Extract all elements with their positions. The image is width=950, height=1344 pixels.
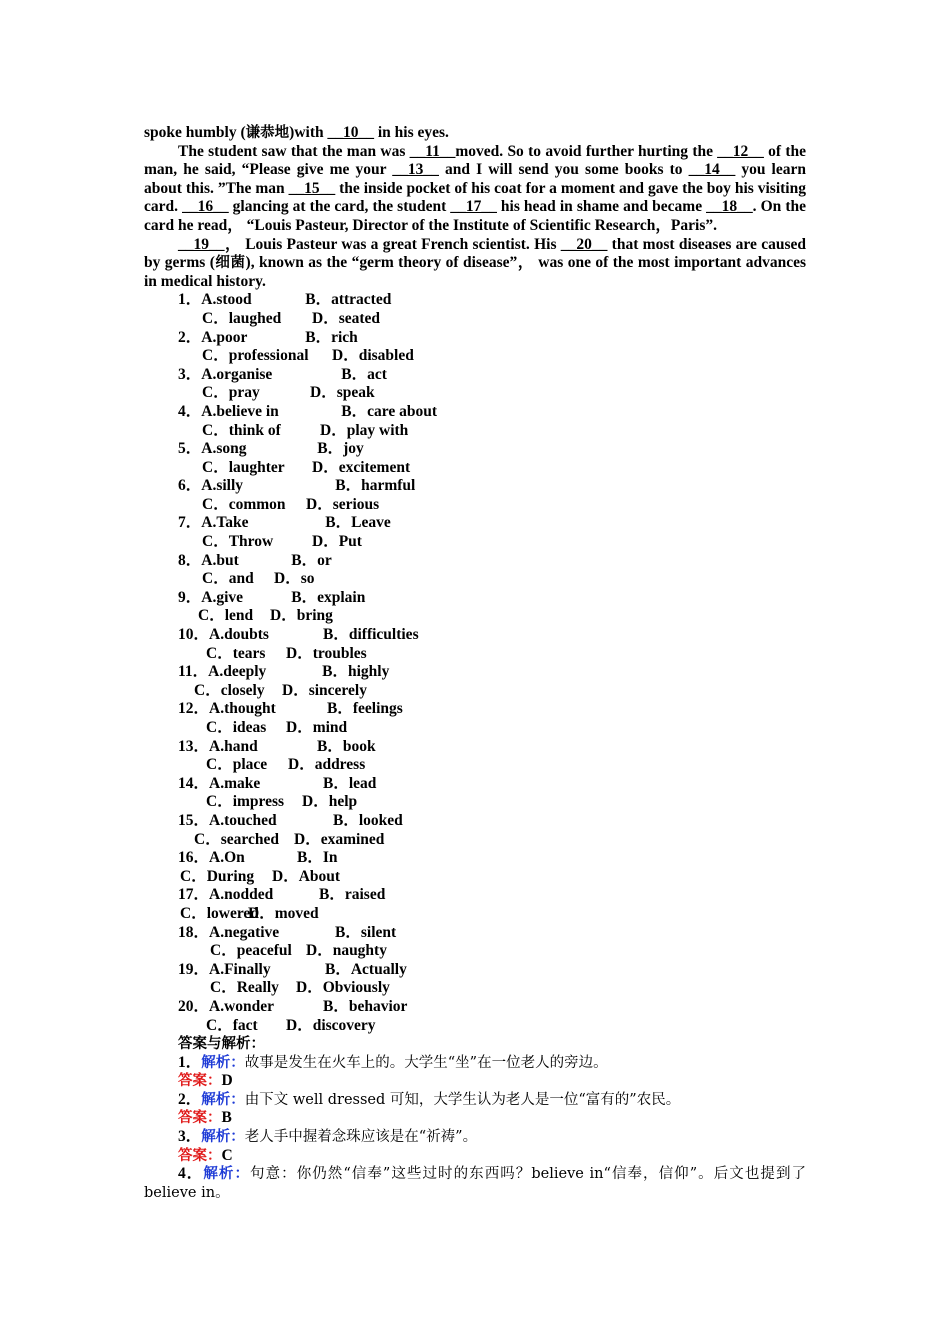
text: ， Louis Pasteur was a great French scientist. His — [224, 235, 561, 253]
question-14-row-1 — [144, 775, 806, 794]
option-c: C．place — [206, 756, 268, 774]
passage-paragraph-1 — [144, 143, 806, 236]
option-b: B．explain — [291, 588, 366, 606]
option-c: C．lowered — [180, 904, 259, 922]
question-14-row-2 — [144, 793, 806, 812]
passage-paragraph-2 — [144, 236, 806, 292]
question-5-row-2 — [144, 459, 806, 478]
option-d: D．help — [302, 793, 358, 811]
question-number: 13． — [178, 737, 210, 755]
option-c: C．professional — [202, 347, 309, 365]
question-6-row-1 — [144, 477, 806, 496]
option-d: D．serious — [306, 495, 380, 513]
answer-3 — [144, 1147, 806, 1166]
answer-number: 1． — [178, 1053, 202, 1071]
text: The student saw that the man was — [178, 142, 410, 160]
option-d: D．bring — [270, 607, 333, 625]
question-9-row-2 — [144, 607, 806, 626]
text: )with — [289, 124, 328, 141]
question-8-row-2 — [144, 570, 806, 589]
explanation-label: 解析： — [203, 1165, 251, 1183]
blank-20: __20__ — [560, 235, 608, 253]
option-a: A.nodded — [209, 886, 274, 904]
blank-14: __14__ — [688, 161, 736, 179]
question-11-row-2 — [144, 682, 806, 701]
question-number: 8． — [178, 551, 202, 569]
blank-13: __13__ — [392, 161, 439, 179]
option-a: A.Take — [201, 514, 249, 532]
text: you learn about this. ”The man — [144, 161, 806, 197]
question-number: 17． — [178, 886, 210, 904]
question-1-row-1 — [144, 291, 806, 310]
question-number: 14． — [178, 774, 210, 792]
blank-17: __17__ — [450, 198, 497, 216]
question-13-row-1 — [144, 738, 806, 757]
answer-label: 答案： — [178, 1109, 222, 1127]
question-15-row-2 — [144, 831, 806, 850]
blank-11: __11__ — [409, 142, 456, 160]
explanation-2 — [144, 1091, 806, 1110]
question-7-row-1 — [144, 514, 806, 533]
option-a: A.touched — [209, 811, 277, 829]
text: his head in shame and became — [496, 198, 707, 216]
answer-1 — [144, 1072, 806, 1091]
question-9-row-1 — [144, 589, 806, 608]
option-b: B．joy — [317, 440, 364, 458]
option-b: B．difficulties — [323, 626, 419, 644]
option-a: A.deeply — [208, 663, 267, 681]
option-d: D．disabled — [332, 347, 414, 365]
question-number: 18． — [178, 923, 210, 941]
answer-number: 4． — [178, 1165, 204, 1183]
question-5-row-1 — [144, 440, 806, 459]
option-d: D．play with — [320, 421, 409, 439]
answer-value: B — [221, 1109, 232, 1127]
question-20-row-2 — [144, 1017, 806, 1036]
explanation-4 — [144, 1165, 806, 1202]
text: glancing at the card, the student — [228, 198, 451, 216]
option-a: A.give — [201, 588, 244, 606]
text-cn: 细菌 — [214, 254, 246, 272]
text: ), known as the “germ theory of disease”， was one of the most important advances in medical history. — [144, 254, 806, 290]
option-a: A.wonder — [209, 997, 275, 1015]
option-b: B．rich — [305, 328, 358, 346]
question-16-row-2 — [144, 868, 806, 887]
answer-section — [144, 1035, 806, 1202]
option-c: C．and — [202, 570, 254, 588]
option-d: D．excitement — [312, 458, 411, 476]
option-c: C．closely — [194, 681, 265, 699]
option-d: D．naughty — [306, 942, 387, 960]
option-c: C．peaceful — [210, 942, 292, 960]
question-number: 3． — [178, 365, 202, 383]
question-number: 6． — [178, 477, 202, 495]
answer-number: 2． — [178, 1090, 202, 1108]
answer-value: C — [221, 1146, 233, 1164]
option-a: A.silly — [201, 477, 244, 495]
option-d: D．seated — [312, 309, 381, 327]
question-10-row-2 — [144, 645, 806, 664]
answer-list — [144, 1054, 806, 1203]
blank-10: __10__ — [327, 124, 374, 141]
option-a: A.poor — [201, 328, 248, 346]
explanation-label: 解析： — [201, 1090, 245, 1108]
option-a: A.hand — [209, 737, 258, 755]
question-16-row-1 — [144, 849, 806, 868]
text-cn: 谦恭地 — [245, 124, 290, 141]
option-d: D．Put — [312, 533, 362, 551]
option-b: B．harmful — [335, 477, 416, 495]
option-c: C．fact — [206, 1016, 258, 1034]
option-b: B．looked — [333, 811, 403, 829]
question-number: 1． — [178, 291, 202, 309]
question-12-row-1 — [144, 700, 806, 719]
question-number: 15． — [178, 811, 210, 829]
option-c: C．ideas — [206, 719, 267, 736]
option-a: A.stood — [201, 291, 252, 309]
text: . On the card he read， “Louis Pasteur, Director of the Institute of Scientific Research，Paris”. — [144, 198, 806, 234]
explanation-label: 解析： — [201, 1128, 245, 1146]
option-b: B．care about — [341, 402, 437, 420]
question-1-row-2 — [144, 310, 806, 329]
option-d: D．moved — [248, 904, 319, 922]
option-b: B．In — [297, 849, 338, 867]
blank-12: __12__ — [717, 142, 764, 160]
question-number: 4． — [178, 402, 202, 420]
question-3-row-2 — [144, 384, 806, 403]
answer-number: 3． — [178, 1128, 202, 1146]
explanation-1 — [144, 1054, 806, 1073]
question-15-row-1 — [144, 812, 806, 831]
text: in his eyes. — [373, 124, 449, 141]
blank-18: __18__ — [706, 198, 753, 216]
option-b: B．feelings — [327, 700, 403, 718]
option-b: B．behavior — [323, 997, 408, 1015]
option-d: D．About — [272, 867, 341, 885]
text: the inside pocket of his coat for a moment and gave the boy his visiting card. — [144, 179, 806, 216]
question-19-row-1 — [144, 961, 806, 980]
question-2-row-1 — [144, 329, 806, 348]
option-c: C．Really — [210, 979, 279, 997]
question-3-row-1 — [144, 366, 806, 385]
question-13-row-2 — [144, 756, 806, 775]
option-d: D．examined — [294, 830, 385, 848]
text: and I will send you some books to — [438, 161, 689, 179]
question-list — [144, 291, 806, 1035]
option-c: C．searched — [194, 830, 279, 848]
option-a: A.doubts — [209, 626, 269, 644]
question-18-row-1 — [144, 924, 806, 943]
option-a: A.thought — [209, 700, 276, 718]
option-c: C．common — [202, 495, 286, 513]
option-d: D．so — [274, 570, 315, 588]
answer-label: 答案： — [178, 1146, 222, 1164]
question-number: 11． — [178, 663, 209, 681]
question-number: 9． — [178, 588, 202, 606]
option-c: C．tears — [206, 644, 266, 662]
option-d: D．mind — [286, 719, 348, 736]
question-number: 20． — [178, 997, 210, 1015]
option-a: A.organise — [201, 365, 273, 383]
option-a: A.but — [201, 551, 239, 569]
explanation-text: 故事是发生在火车上的。大学生“坐”在一位老人的旁边。 — [244, 1054, 608, 1071]
option-b: B．silent — [335, 923, 397, 941]
option-d: D．troubles — [286, 644, 367, 662]
text: of the man, he said, “Please give me your — [144, 142, 806, 179]
explanation-text: 老人手中握着念珠应该是在“祈祷”。 — [244, 1129, 478, 1146]
question-number: 19． — [178, 960, 210, 978]
question-number: 2． — [178, 328, 202, 346]
blank-15: __15__ — [288, 179, 336, 197]
question-12-row-2 — [144, 719, 806, 738]
explanation-label: 解析： — [201, 1053, 245, 1071]
question-4-row-2 — [144, 422, 806, 441]
option-c: C．pray — [202, 384, 260, 402]
option-d: D．Obviously — [296, 979, 390, 997]
option-a: A.Finally — [209, 960, 271, 978]
option-d: D．sincerely — [282, 681, 367, 699]
option-b: B．Actually — [325, 960, 407, 978]
answer-label: 答案： — [178, 1072, 222, 1090]
question-18-row-2 — [144, 942, 806, 961]
text: moved. So to avoid further hurting the — [455, 142, 718, 160]
answer-value: D — [221, 1072, 233, 1090]
option-c: C．impress — [206, 793, 285, 811]
question-number: 10． — [178, 626, 210, 644]
option-d: D．address — [288, 756, 366, 774]
document-page — [144, 124, 806, 1202]
question-2-row-2 — [144, 347, 806, 366]
answer-2 — [144, 1109, 806, 1128]
option-c: C．laughter — [202, 458, 285, 476]
text: that most diseases are caused by germs ( — [144, 235, 806, 272]
question-7-row-2 — [144, 533, 806, 552]
question-8-row-1 — [144, 552, 806, 571]
option-a: A.song — [201, 440, 247, 458]
question-6-row-2 — [144, 496, 806, 515]
option-c: C．lend — [198, 607, 254, 625]
option-b: B．highly — [322, 663, 390, 681]
question-11-row-1 — [144, 663, 806, 682]
question-number: 7． — [178, 514, 202, 532]
option-a: A.make — [209, 774, 261, 792]
answer-heading: 答案与解析： — [178, 1035, 265, 1053]
question-10-row-1 — [144, 626, 806, 645]
question-17-row-2 — [144, 905, 806, 924]
option-a: A.believe in — [201, 402, 279, 420]
question-20-row-1 — [144, 998, 806, 1017]
question-4-row-1 — [144, 403, 806, 422]
option-b: B．book — [317, 737, 376, 755]
option-a: A.On — [209, 849, 245, 867]
question-19-row-2 — [144, 979, 806, 998]
option-d: D．discovery — [286, 1016, 376, 1034]
question-number: 12． — [178, 700, 210, 718]
explanation-3 — [144, 1128, 806, 1147]
option-b: B．or — [291, 551, 332, 569]
option-c: C．laughed — [202, 309, 282, 327]
text: spoke humbly ( — [144, 124, 246, 141]
option-b: B．attracted — [305, 291, 392, 309]
option-b: B．lead — [323, 774, 377, 792]
option-b: B．Leave — [325, 514, 391, 532]
option-a: A.negative — [209, 923, 280, 941]
option-b: B．act — [341, 365, 387, 383]
question-17-row-1 — [144, 886, 806, 905]
explanation-text: 句意：你仍然“信奉”这些过时的东西吗？believe in“信奉，信仰”。后文也提到了 believe in。 — [144, 1166, 806, 1201]
option-c: C．Throw — [202, 533, 274, 551]
question-number: 16． — [178, 849, 210, 867]
blank-19: __19__ — [178, 235, 225, 253]
explanation-text: 由下文 well dressed 可知，大学生认为老人是一位“富有的”农民。 — [244, 1091, 681, 1108]
option-c: C．During — [180, 867, 255, 885]
blank-16: __16__ — [182, 198, 229, 216]
option-c: C．think of — [202, 421, 281, 439]
option-d: D．speak — [310, 384, 375, 402]
option-b: B．raised — [319, 886, 386, 904]
question-number: 5． — [178, 440, 202, 458]
passage-line-0 — [144, 124, 806, 143]
